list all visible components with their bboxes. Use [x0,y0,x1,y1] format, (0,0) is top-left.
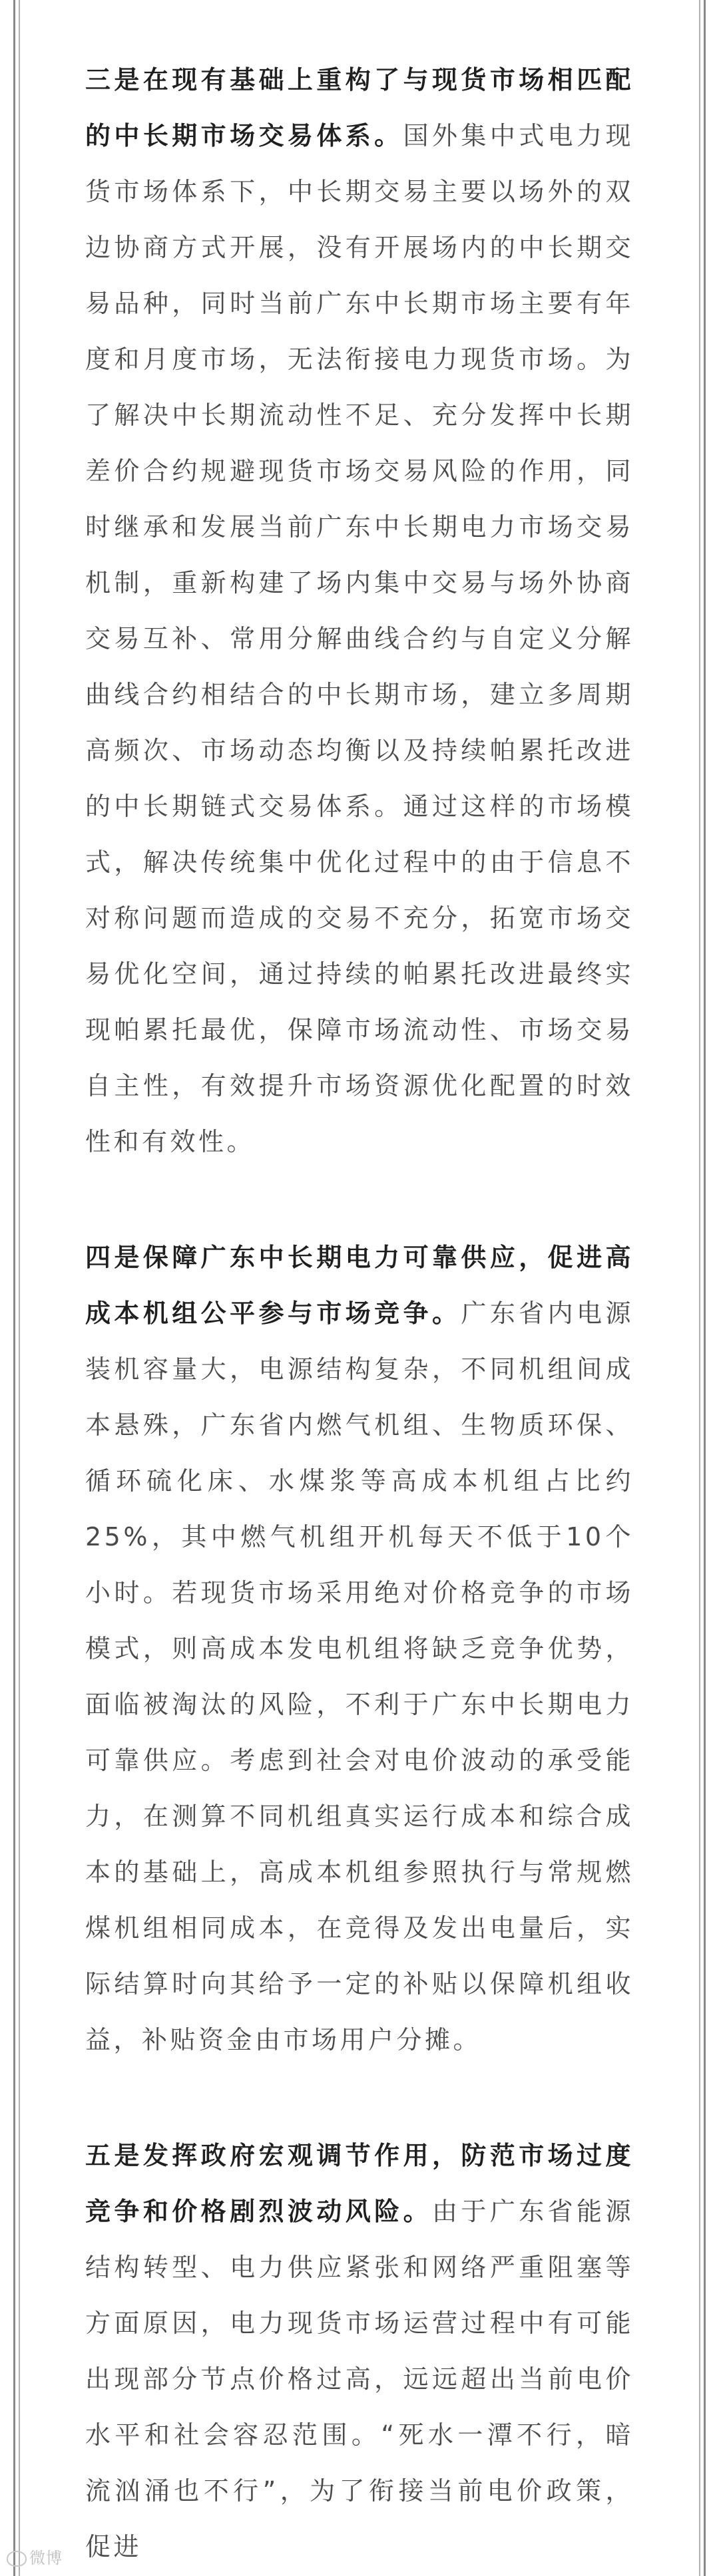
right-border-inner [699,0,700,2576]
paragraph-four-body: 广东省内电源装机容量大，电源结构复杂，不同机组间成本悬殊，广东省内燃气机组、生物质环保、循环硫化床、水煤浆等高成本机组占比约25%，其中燃气机组开机每天不低于10个小时。若现货市场采用绝对价格竞争的市场模式，则高成本发电机组将缺乏竞争优势，面临被淘汰的风险，不利于广东中长期电力可靠供应。考虑到社会对电价波动的承受能力，在测算不同机组真实运行成本和综合成本的基础上，高成本机组参照执行与常规燃煤机组相同成本，在竞得及发出电量后，实际结算时向其给予一定的补贴以保障机组收益，补贴资金由市场用户分摊。 [85,1299,634,2054]
watermark [7,2545,63,2568]
paragraph-five [85,2128,634,2575]
paragraph-five-lead: 五是发挥政府宏观调节作用，防范市场过度竞争和价格剧烈波动风险。 [85,2141,634,2226]
left-border-inner [19,0,20,2576]
weibo-logo-icon [7,2551,27,2567]
right-border-outer [704,0,706,2576]
paragraph-three-body: 国外集中式电力现货市场体系下，中长期交易主要以场外的双边协商方式开展，没有开展场内的中长期交易品种，同时当前广东中长期市场主要有年度和月度市场，无法衔接电力现货市场。为了解决中长期流动性不足、充分发挥中长期差价合约规避现货市场交易风险的作用，同时继承和发展当前广东中长期电力市场交易机制，重新构建了场内集中交易与场外协商交易互补、常用分解曲线合约与自定义分解曲线合约相结合的中长期市场，建立多周期高频次、市场动态均衡以及持续帕累托改进的中长期链式交易体系。通过这样的市场模式，解决传统集中优化过程中的由于信息不对称问题而造成的交易不充分，拓宽市场交易优化空间，通过持续的帕累托改进最终实现帕累托最优，保障市场流动性、市场交易自主性，有效提升市场资源优化配置的时效性和有效性。 [85,121,634,1156]
left-border-outer [13,0,15,2576]
paragraph-three [85,52,634,1170]
watermark-text: 微博 [29,2549,63,2567]
paragraph-four [85,1229,634,2068]
paragraph-five-body: 由于广东省能源结构转型、电力供应紧张和网络严重阻塞等方面原因，电力现货市场运营过程中有可能出现部分节点价格过高，远远超出当前电价水平和社会容忍范围。“死水一潭不行，暗流汹涌也不行”，为了衔接当前电价政策，促进 [85,2197,634,2561]
paragraph-three-lead: 三是在现有基础上重构了与现货市场相匹配的中长期市场交易体系。 [85,65,634,150]
paragraph-four-lead: 四是保障广东中长期电力可靠供应，促进高成本机组公平参与市场竞争。 [85,1243,634,1328]
article-body [85,52,634,2575]
